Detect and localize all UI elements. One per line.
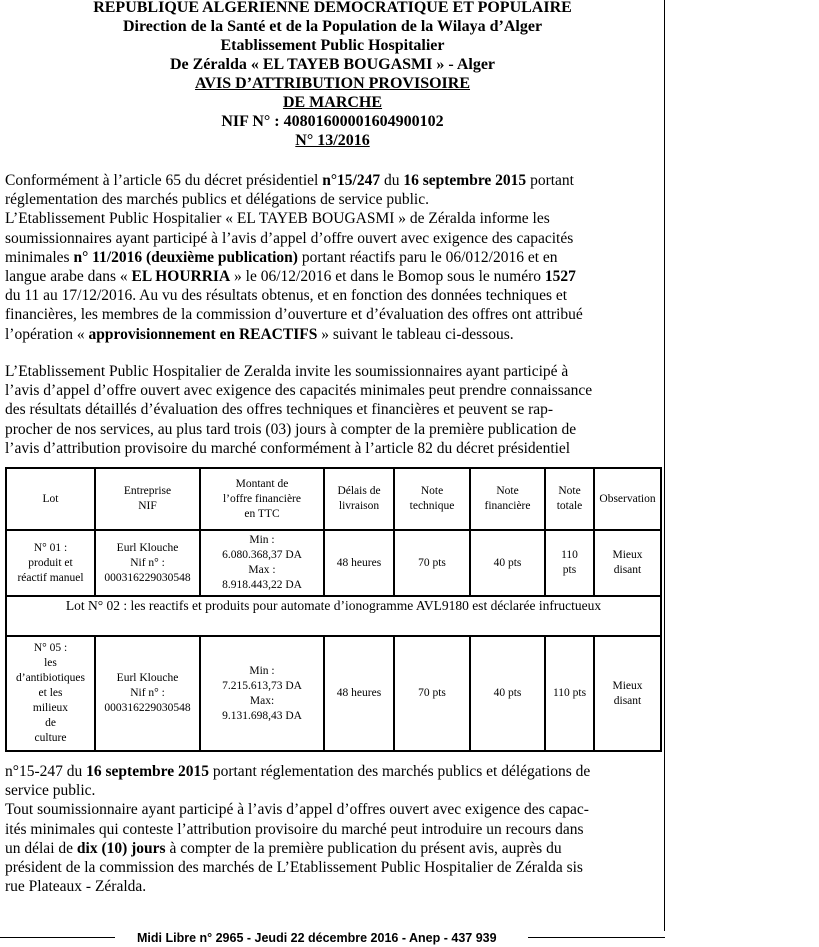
text: Max: (249, 694, 275, 707)
text: d’antibiotiques (16, 672, 85, 684)
text: Min : (249, 664, 275, 677)
text: disant (613, 564, 642, 576)
cell-lot (6, 530, 95, 596)
cell-observation (594, 530, 661, 596)
text: produit et (28, 556, 73, 569)
text: en TTC (244, 507, 280, 520)
tender-number: n° 11/2016 (deuxième publication) (73, 248, 298, 266)
results-table (5, 467, 662, 752)
text-line: ités minimales qui conteste l’attribution provisoire du marché peut introduire un recours dans (5, 820, 584, 838)
text: Délais de (337, 485, 381, 497)
cell-entreprise (95, 636, 200, 751)
footer-rule-right (528, 937, 665, 938)
text: totale (556, 500, 583, 512)
decree-date: 16 septembre 2015 (86, 763, 209, 780)
header-location: De Zéralda « EL TAYEB BOUGASMI » - Alger (169, 56, 496, 73)
text-line: réglementation des marchés publics et délégations de service public. (5, 191, 429, 209)
text-line: L’Etablissement Public Hospitalier de Zeralda invite les soumissionnaires ayant participé à (5, 363, 569, 380)
newspaper-name: EL HOURRIA (131, 268, 231, 286)
text: milieux (32, 702, 69, 714)
text: n°15-247 du (5, 763, 87, 780)
text: NIF (138, 500, 157, 512)
text: Montant de (235, 477, 289, 490)
cell-montant (200, 636, 324, 751)
notice-number: N° 13/2016 (295, 132, 370, 149)
text: 8.918.443,22 DA (222, 579, 302, 591)
col-header-montant (200, 468, 324, 530)
text: Eurl Klouche (116, 541, 179, 554)
col-header-entreprise (95, 468, 200, 530)
text: 7.215.613,73 DA (222, 679, 302, 692)
text: 000316229030548 (104, 571, 191, 584)
cell-entreprise (95, 530, 200, 596)
text: Mieux (612, 549, 643, 561)
cell-lot (6, 636, 95, 751)
table-row-lot-02 (6, 596, 661, 636)
cell-note-financiere: 40 pts (470, 636, 545, 751)
col-header-note-technique (394, 468, 470, 530)
text: et les (38, 687, 63, 699)
decree-date: 16 septembre 2015 (403, 172, 527, 189)
header-direction: Direction de la Santé et de la Population de la Wilaya d’Alger (122, 18, 543, 35)
text: Eurl Klouche (116, 672, 179, 684)
intro-paragraph (5, 171, 660, 344)
text: Note (420, 485, 444, 497)
table-header-row (6, 468, 661, 530)
document-header (0, 0, 665, 150)
text: l’offre financière (222, 492, 301, 505)
footer-text: Midi Libre n° 2965 - Jeudi 22 décembre 2016 - Anep - 437 939 (137, 931, 497, 945)
text: Nif n° : (130, 556, 165, 569)
text-line: du 11 au 17/12/2016. Au vu des résultats obtenus, et en fonction des données techniques et (5, 287, 568, 305)
text: N° 01 : (33, 541, 68, 554)
cell-note-technique: 70 pts (394, 530, 470, 596)
text: portant réglementation des marchés publics et délégations de (208, 763, 591, 780)
text: du (380, 172, 404, 189)
text-line: Tout soumissionnaire ayant participé à l’avis d’appel d’offres ouvert avec exigence des capac- (5, 801, 589, 819)
header-republic: REPUBLIQUE ALGERIENNE DEMOCRATIQUE ET POPULAIRE (93, 0, 572, 16)
decree-number: n°15/247 (322, 172, 381, 189)
text: Lot (42, 492, 59, 505)
text: un délai de (5, 839, 77, 857)
text-line: des résultats détaillés d’évaluation des offres techniques et financières et peuvent se rap- (5, 401, 554, 419)
text-line: financières, les membres de la commission d’ouverture et d’évaluation des offres ont attribué (5, 306, 583, 324)
cell-note-technique: 70 pts (394, 636, 470, 751)
text: culture (34, 732, 67, 744)
text: 6.080.368,37 DA (222, 549, 302, 561)
cell-delais: 48 heures (324, 530, 394, 596)
text-line: l’avis d’appel d’offre ouvert avec exigence des capacités minimales peut prendre connaissance (5, 382, 593, 400)
publication-footer (0, 930, 819, 947)
header-establishment: Etablissement Public Hospitalier (220, 37, 445, 54)
text-line: l’avis d’attribution provisoire du marché conformément à l’article 82 du décret présidentiel (5, 439, 571, 457)
text-line: soumissionnaires ayant participé à l’avis d’appel d’offre ouvert avec exigence des capacités (5, 229, 574, 247)
cell-montant (200, 530, 324, 596)
text: financière (484, 500, 531, 512)
text: technique (409, 500, 455, 512)
cell-note-financiere: 40 pts (470, 530, 545, 596)
text: Nif n° : (130, 687, 165, 699)
text: à compter de la première publication du présent avis, auprès du (165, 839, 562, 857)
col-header-observation (594, 468, 661, 530)
text: N° 05 : (33, 642, 68, 654)
appeal-delay: dix (10) jours (76, 839, 166, 857)
text: portant réactifs paru le 06/012/2016 et en (297, 248, 558, 266)
text: langue arabe dans « (5, 268, 132, 286)
col-header-delais (324, 468, 394, 530)
table-row (6, 530, 661, 596)
text: Max : (248, 564, 276, 576)
text: portant (526, 172, 574, 189)
invitation-paragraph (5, 362, 660, 458)
text: Note (496, 485, 519, 497)
nif-number: NIF N° : 408016000016049​00102 (221, 113, 444, 130)
text: 000316229030548 (104, 702, 191, 714)
col-header-lot (6, 468, 95, 530)
text: » le 06/12/2016 et dans le Bomop sous le numéro (230, 268, 545, 286)
cell-delais: 48 heures (324, 636, 394, 751)
col-header-note-financiere (470, 468, 545, 530)
text-line: L’Etablissement Public Hospitalier « EL TAYEB BOUGASMI » de Zéralda informe les (5, 210, 550, 228)
text-line: président de la commission des marchés de L’Etablissement Public Hospitalier de Zéralda sis (5, 859, 583, 877)
notice-title-2: DE MARCHE (282, 94, 383, 111)
text: 110 (561, 549, 578, 561)
appeal-paragraph (5, 762, 660, 896)
text: » suivant le tableau ci-dessous. (317, 325, 514, 343)
notice-title: AVIS D’ATTRIBUTION PROVISOIRE (194, 75, 471, 92)
text: minimales (5, 248, 74, 266)
text: 9.131.698,43 DA (222, 709, 302, 722)
bomop-number: 1527 (544, 268, 576, 286)
text-line: service public. (5, 782, 96, 800)
footer-rule-left (0, 937, 115, 938)
lot-02-note: Lot N° 02 : les reactifs et produits pour automate d’ionogramme AVL9180 est déclarée infructueux (6, 596, 661, 636)
text: disant (613, 694, 642, 707)
text: Min : (249, 534, 275, 546)
operation-name: approvisionnement en REACTIFS (88, 325, 318, 343)
col-header-note-totale (545, 468, 594, 530)
text: l’opération « (5, 325, 89, 343)
cell-note-totale (545, 530, 594, 596)
text: Entreprise (123, 485, 172, 497)
text: les (44, 657, 57, 669)
table-row (6, 636, 661, 751)
cell-note-totale: 110 pts (545, 636, 594, 751)
text: Note (558, 485, 581, 497)
text: Observation (599, 492, 656, 505)
text: de (45, 717, 56, 729)
text-line: rue Plateaux - Zéralda. (5, 878, 147, 896)
text: pts (562, 564, 577, 576)
cell-observation (594, 636, 661, 751)
text: Conformément à l’article 65 du décret présidentiel (5, 172, 323, 189)
text: Mieux (612, 679, 643, 692)
text-line: procher de nos services, au plus tard trois (03) jours à compter de la première publication de (5, 420, 577, 438)
text: livraison (338, 500, 380, 512)
text: réactif manuel (17, 571, 84, 584)
